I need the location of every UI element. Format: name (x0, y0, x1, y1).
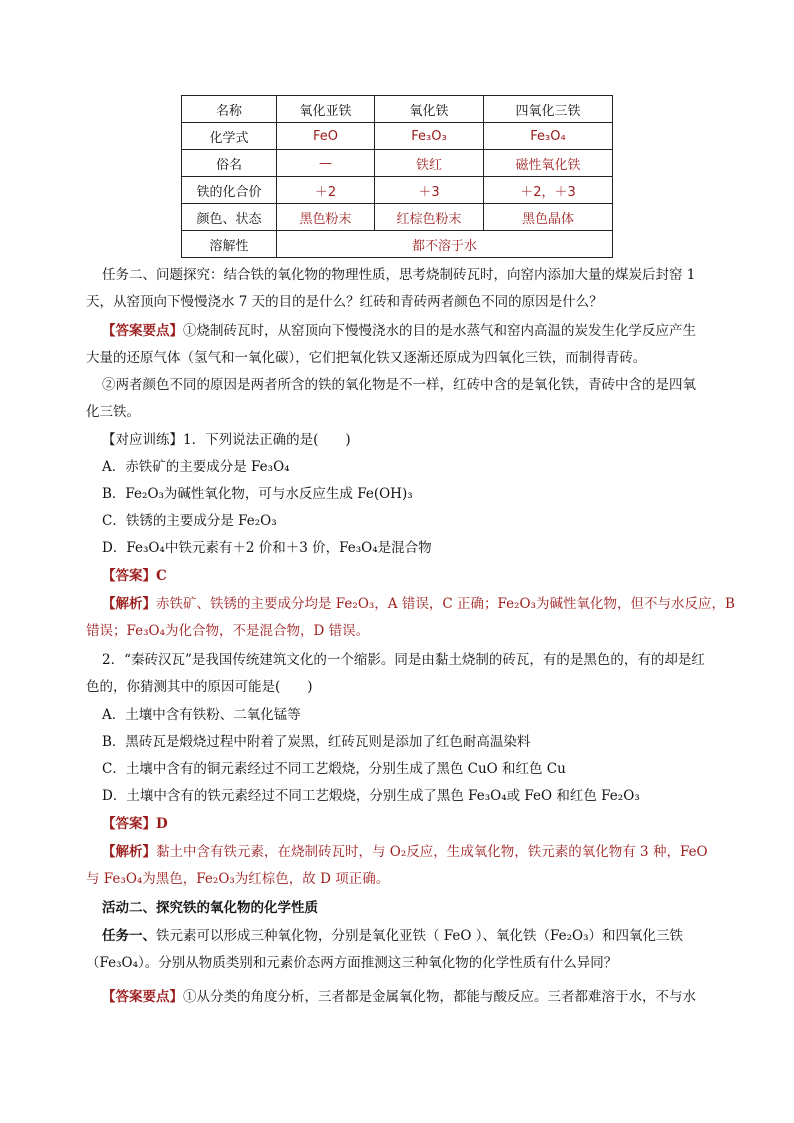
answer-tag: 【答案要点】 (102, 989, 183, 1005)
activity2-answer-line-1 (102, 985, 696, 1005)
table-row (182, 204, 613, 231)
q1-analysis-line-1 (102, 592, 735, 612)
activity2-task1-line-2: （Fe₃O₄）。分别从物质类别和元素价态两方面推测这三种氧化物的化学性质有什么异同？ (86, 955, 618, 971)
table-cell: FeO (277, 123, 375, 150)
table-cell: Fe₃O₃ (375, 123, 484, 150)
q1-answer: 【答案】C (102, 568, 167, 584)
q2-answer: 【答案】D (102, 816, 168, 832)
q2-analysis-line-1 (102, 840, 708, 860)
table-cell: ＋3 (375, 177, 484, 204)
task1-text: 铁元素可以形成三种氧化物，分别是氧化亚铁（ FeO ）、氧化铁（Fe₂O₃）和四氧化三铁 (156, 928, 684, 944)
analysis-text: 赤铁矿、铁锈的主要成分均是 Fe₂O₃，A 错误，C 正确；Fe₂O₃为碱性氧化物，但不与水反应，B (156, 596, 735, 612)
q1-stem: 【对应训练】1．下列说法正确的是( ) (102, 432, 351, 448)
task2-line-2 (86, 290, 603, 310)
table-cell: 铁红 (375, 150, 484, 177)
table-header-cell: 名称 (182, 96, 277, 123)
task2-text-2: 天，从窑顶向下慢慢浇水 7 天的目的是什么？红砖和青砖两者颜色不同的原因是什么？ (86, 294, 603, 310)
table-cell: 黑色粉末 (277, 204, 375, 231)
table-header-cell: 四氧化三铁 (484, 96, 613, 123)
activity2-task1-line-1 (102, 924, 683, 944)
table-cell: 红棕色粉末 (375, 204, 484, 231)
task2-answer-line-2 (86, 346, 646, 366)
table-cell: — (277, 150, 375, 177)
q2-stem-line-2: 色的，你猜测其中的原因可能是( ) (86, 679, 313, 695)
table-header-cell: 氧化铁 (375, 96, 484, 123)
analysis-tag: 【解析】 (102, 844, 156, 860)
q1-analysis-line-2: 错误；Fe₃O₄为化合物，不是混合物，D 错误。 (86, 623, 370, 639)
task2-answer-line-3 (102, 373, 696, 393)
q1-option-d: D．Fe₃O₄中铁元素有＋2 价和＋3 价，Fe₃O₄是混合物 (102, 540, 432, 556)
q2-option-a: A．土壤中含有铁粉、二氧化锰等 (102, 707, 301, 723)
answer-text: 大量的还原气体（氢气和一氧化碳），它们把氧化铁又逐渐还原成为四氧化三铁，而制得青砖。 (86, 350, 647, 366)
q2-analysis-line-2: 与 Fe₃O₄为黑色，Fe₂O₃为红棕色，故 D 项正确。 (86, 871, 390, 887)
answer-text: ①烧制砖瓦时，从窑顶向下慢慢浇水的目的是水蒸气和窑内高温的炭发生化学反应产生 (183, 323, 696, 339)
task2-answer-line-4 (86, 400, 140, 420)
answer-text: ②两者颜色不同的原因是两者所含的铁的氧化物是不一样，红砖中含的是氧化铁，青砖中含的是四氧 (102, 377, 696, 393)
table-cell: 黑色晶体 (484, 204, 613, 231)
table-header-cell: 氧化亚铁 (277, 96, 375, 123)
task2-answer-line-1 (102, 319, 696, 339)
analysis-tag: 【解析】 (102, 596, 156, 612)
task1-label: 任务一、 (102, 928, 156, 944)
answer-tag: 【答案要点】 (102, 323, 183, 339)
table-row (182, 123, 613, 150)
row-label: 俗名 (182, 150, 277, 177)
row-label: 铁的化合价 (182, 177, 277, 204)
q1-option-c: C．铁锈的主要成分是 Fe₂O₃ (102, 513, 277, 529)
iron-oxides-table (181, 95, 613, 258)
table-merged-cell: 都不溶于水 (277, 231, 613, 258)
task2-line-1 (102, 263, 695, 283)
row-label: 颜色、状态 (182, 204, 277, 231)
table-cell: 磁性氧化铁 (484, 150, 613, 177)
task2-text-1: 任务二、问题探究：结合铁的氧化物的物理性质，思考烧制砖瓦时，向窑内添加大量的煤炭后封窑 1 (102, 267, 696, 283)
table-cell: Fe₃O₄ (484, 123, 613, 150)
table-header-row (182, 96, 613, 123)
table-row (182, 150, 613, 177)
row-label: 溶解性 (182, 231, 277, 258)
activity2-title: 活动二、探究铁的氧化物的化学性质 (102, 900, 318, 916)
q2-option-d: D．土壤中含有的铁元素经过不同工艺煅烧，分别生成了黑色 Fe₃O₄或 FeO 和红色 Fe₂O₃ (102, 788, 640, 804)
answer-text: ①从分类的角度分析，三者都是金属氧化物，都能与酸反应。三者都难溶于水，不与水 (183, 989, 696, 1005)
q1-option-b: B．Fe₂O₃为碱性氧化物，可与水反应生成 Fe(OH)₃ (102, 486, 413, 502)
row-label: 化学式 (182, 123, 277, 150)
q1-option-a: A．赤铁矿的主要成分是 Fe₃O₄ (102, 459, 290, 475)
q2-option-b: B．黑砖瓦是煅烧过程中附着了炭黑，红砖瓦则是添加了红色耐高温染料 (102, 734, 531, 750)
table-cell: ＋2 (277, 177, 375, 204)
table-row (182, 177, 613, 204)
q2-stem-line-1: 2．“秦砖汉瓦”是我国传统建筑文化的一个缩影。同是由黏土烧制的砖瓦，有的是黑色的，有的却是红 (102, 652, 705, 668)
table-cell: ＋2，＋3 (484, 177, 613, 204)
q2-option-c: C．土壤中含有的铜元素经过不同工艺煅烧，分别生成了黑色 CuO 和红色 Cu (102, 761, 566, 777)
table-row (182, 231, 613, 258)
analysis-text: 黏土中含有铁元素，在烧制砖瓦时，与 O₂反应，生成氧化物，铁元素的氧化物有 3 种，FeO (156, 844, 708, 860)
answer-text: 化三铁。 (86, 404, 140, 420)
